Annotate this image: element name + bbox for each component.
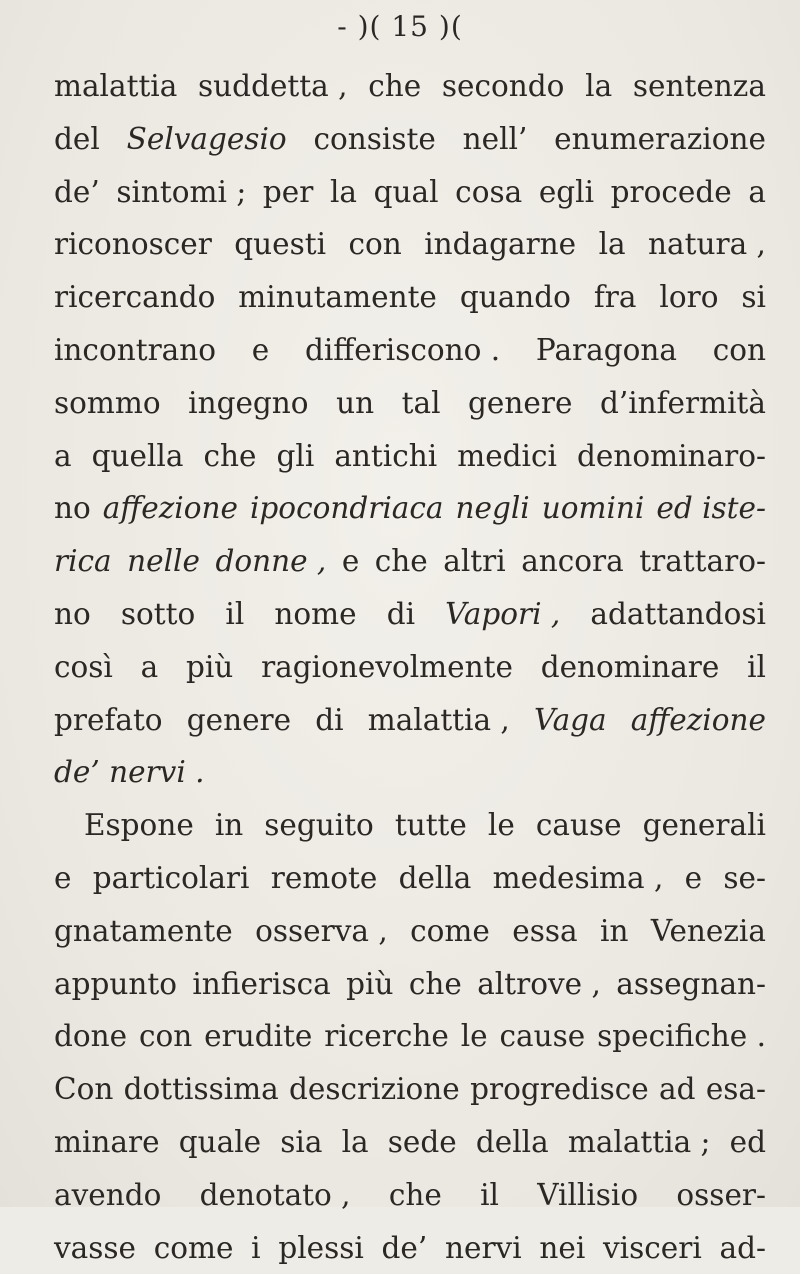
- word: in: [600, 913, 629, 948]
- word: osser-: [676, 1177, 766, 1212]
- word: Vapori ,: [445, 596, 561, 631]
- word: a: [54, 438, 72, 473]
- word: particolari: [92, 860, 250, 895]
- word: descrizione: [289, 1072, 460, 1107]
- word: nei: [539, 1230, 586, 1265]
- text-line: [54, 905, 766, 958]
- word: sentenza: [632, 69, 766, 103]
- text-line: [54, 1010, 766, 1063]
- word: appunto: [54, 966, 177, 1001]
- word: done: [54, 1019, 128, 1054]
- word: affezione: [630, 702, 766, 737]
- word: ingegno: [188, 385, 309, 420]
- word: nome: [274, 596, 357, 631]
- word: rica: [54, 544, 112, 579]
- word: tal: [401, 385, 441, 420]
- word: genere: [468, 385, 573, 420]
- word: il: [480, 1177, 499, 1212]
- word: il: [747, 649, 766, 684]
- word: a: [748, 174, 766, 209]
- word: Con: [54, 1072, 114, 1107]
- word: assegnan-: [616, 966, 766, 1001]
- word: Vaga: [533, 702, 607, 737]
- body-text: [54, 60, 766, 1274]
- word: della: [398, 860, 472, 895]
- word: più: [346, 966, 394, 1001]
- word: ipocondriaca: [249, 491, 444, 526]
- text-line: [54, 746, 766, 799]
- word: e: [54, 860, 72, 895]
- word: le: [487, 808, 515, 843]
- word: ricercando: [54, 280, 216, 315]
- word: con: [348, 227, 402, 262]
- word: con: [712, 332, 766, 367]
- word: il: [225, 596, 245, 631]
- word: che: [374, 544, 428, 579]
- word: essa: [512, 913, 578, 948]
- word: quando: [459, 280, 571, 315]
- word: denotato ,: [199, 1177, 351, 1212]
- word: si: [741, 280, 766, 315]
- text-line: [54, 60, 766, 113]
- word: con: [138, 1019, 193, 1054]
- word: altri: [443, 544, 506, 579]
- word: sotto: [120, 596, 196, 631]
- word: minare: [54, 1124, 160, 1159]
- word: i: [251, 1230, 261, 1265]
- word: che: [408, 966, 462, 1001]
- word: antichi: [334, 438, 438, 473]
- word: quella: [91, 438, 184, 473]
- word: ricerche: [324, 1019, 449, 1054]
- word: donne ,: [215, 544, 327, 579]
- word: erudite: [204, 1019, 313, 1054]
- word: nell’: [462, 121, 528, 156]
- text-line: [54, 852, 766, 905]
- word: sede: [387, 1124, 457, 1159]
- word: così: [54, 649, 113, 684]
- word: che: [388, 1177, 442, 1212]
- word: osserva ,: [255, 913, 388, 948]
- word: denominare: [540, 649, 720, 684]
- word: cause: [535, 808, 622, 843]
- word: la: [585, 69, 613, 103]
- word: ed: [729, 1124, 766, 1159]
- text-line: [54, 271, 766, 324]
- word: malattia ;: [567, 1124, 711, 1159]
- text-line: [54, 430, 766, 483]
- text-line: [54, 1169, 766, 1222]
- word: della: [475, 1124, 549, 1159]
- word: se-: [723, 860, 766, 895]
- word: consiste: [313, 121, 436, 156]
- word: avendo: [54, 1177, 162, 1212]
- word: generali: [642, 808, 766, 843]
- word: de’: [381, 1230, 428, 1265]
- page-header: - )( 15 )(: [337, 10, 463, 43]
- text-line: [54, 535, 766, 588]
- text-line: [54, 113, 766, 166]
- word: le: [460, 1019, 488, 1054]
- word: e: [684, 860, 703, 895]
- word: loro: [659, 280, 719, 315]
- word: cause: [499, 1019, 586, 1054]
- word: per: [262, 174, 314, 209]
- word: minutamente: [238, 280, 437, 315]
- word: affezione: [102, 491, 238, 526]
- word: vasse: [54, 1230, 136, 1265]
- word: incontrano: [54, 332, 217, 367]
- word: malattia: [54, 69, 178, 103]
- text-line: [54, 1116, 766, 1169]
- word: infierisca: [192, 966, 331, 1001]
- word: specifiche .: [597, 1019, 766, 1054]
- word: gli: [276, 438, 315, 473]
- word: nervi: [444, 1230, 522, 1265]
- word: e: [341, 544, 360, 579]
- word: tutte: [394, 808, 467, 843]
- word: denominaro-: [577, 438, 766, 473]
- word: Venezia: [650, 913, 766, 948]
- word: riconoscer: [54, 227, 212, 262]
- word: differiscono .: [304, 332, 501, 367]
- word: ed iste-: [656, 491, 766, 526]
- word: sia: [280, 1124, 323, 1159]
- word: Paragona: [535, 332, 677, 367]
- word: visceri: [603, 1230, 702, 1265]
- word: uomini: [541, 491, 645, 526]
- word: questi: [234, 227, 327, 262]
- text-line: [54, 377, 766, 430]
- word: quale: [178, 1124, 262, 1159]
- word: di: [386, 596, 416, 631]
- word: e: [251, 332, 270, 367]
- word: ad: [659, 1072, 696, 1107]
- word: dottissima: [123, 1072, 279, 1107]
- word: come: [410, 913, 490, 948]
- word: suddetta ,: [198, 69, 348, 103]
- word: sintomi ;: [116, 174, 247, 209]
- word: secondo: [441, 69, 565, 103]
- text-line: [54, 958, 766, 1011]
- word: Villisio: [537, 1177, 639, 1212]
- word: medici: [457, 438, 557, 473]
- word: che: [203, 438, 257, 473]
- word: trattaro-: [639, 544, 766, 579]
- word: la: [598, 227, 626, 262]
- text-line: [54, 218, 766, 271]
- word: di: [315, 702, 344, 737]
- word: la: [341, 1124, 369, 1159]
- word: indagarne: [424, 227, 577, 262]
- word: che: [368, 69, 422, 103]
- word: ragionevolmente: [261, 649, 513, 684]
- word: gnatamente: [54, 913, 233, 948]
- word: la: [329, 174, 358, 209]
- word: de’: [54, 174, 100, 209]
- word: fra: [593, 280, 637, 315]
- word: sommo: [54, 385, 161, 420]
- word: più: [185, 649, 234, 684]
- word: del: [54, 121, 100, 156]
- word: plessi: [278, 1230, 364, 1265]
- word: in: [214, 808, 244, 843]
- word: natura ,: [648, 227, 766, 262]
- word: a: [140, 649, 159, 684]
- word: de’ nervi .: [54, 755, 205, 790]
- word: seguito: [264, 808, 374, 843]
- text-line: [54, 1063, 766, 1116]
- word: un: [336, 385, 375, 420]
- word: d’infermità: [599, 385, 766, 420]
- word: malattia ,: [367, 702, 510, 737]
- word: adattandosi: [590, 596, 766, 631]
- word: ancora: [521, 544, 624, 579]
- word: Selvagesio: [126, 121, 287, 156]
- word: enumerazione: [554, 121, 766, 156]
- word: come: [153, 1230, 234, 1265]
- word: qual: [373, 174, 439, 209]
- word: genere: [186, 702, 292, 737]
- word: Espone: [84, 808, 194, 843]
- word: medesima ,: [492, 860, 664, 895]
- word: cosa: [455, 174, 523, 209]
- text-line: [54, 166, 766, 219]
- word: prefato: [54, 702, 163, 737]
- word: no: [54, 596, 91, 631]
- word: altrove ,: [477, 966, 601, 1001]
- text-line: [54, 588, 766, 641]
- word: remote: [270, 860, 378, 895]
- word: procede: [610, 174, 732, 209]
- text-line: [54, 1222, 766, 1274]
- word: progredisce: [470, 1072, 649, 1107]
- text-line: [54, 799, 766, 852]
- text-line: [54, 694, 766, 747]
- word: ad-: [719, 1230, 766, 1265]
- word: no: [54, 491, 91, 526]
- text-line: [54, 324, 766, 377]
- text-line: [54, 641, 766, 694]
- word: negli: [455, 491, 530, 526]
- word: esa-: [705, 1072, 766, 1107]
- word: nelle: [127, 544, 200, 579]
- text-line: [54, 482, 766, 535]
- word: egli: [538, 174, 595, 209]
